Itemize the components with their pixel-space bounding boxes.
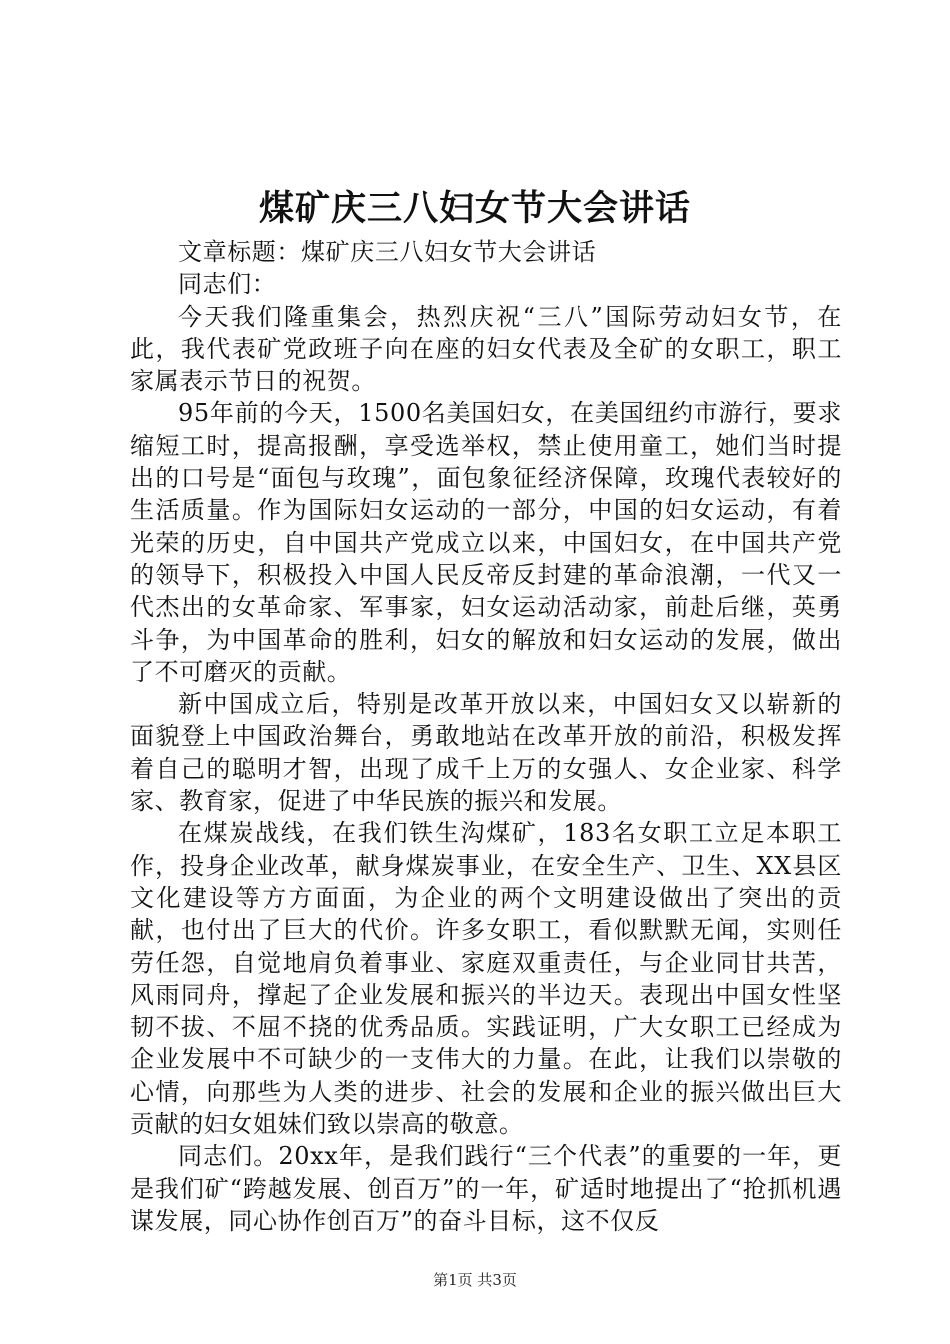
paragraph: 今天我们隆重集会，热烈庆祝“三八”国际劳动妇女节，在此，我代表矿党政班子向在座的妇女代表及全矿的女职工，职工家属表示节日的祝贺。 — [130, 302, 842, 396]
document-body — [130, 236, 842, 1237]
document-title: 煤矿庆三八妇女节大会讲话 — [258, 188, 691, 229]
article-title-line: 文章标题：煤矿庆三八妇女节大会讲话 — [178, 238, 597, 266]
salutation: 同志们： — [178, 270, 277, 299]
paragraph: 新中国成立后，特别是改革开放以来，中国妇女又以崭新的面貌登上中国政治舞台，勇敢地站在改革开放的前沿，积极发挥着自己的聪明才智，出现了成千上万的女强人、女企业家、科学家、教育家，促进了中华民族的振兴和发展。 — [130, 690, 842, 816]
paragraph: 在煤炭战线，在我们铁生沟煤矿，183名女职工立足本职工作，投身企业改革，献身煤炭事业，在安全生产、卫生、XX县区文化建设等方方面面，为企业的两个文明建设做出了突出的贡献，也付出了巨大的代价。许多女职工，看似默默无闻，实则任劳任怨，自觉地肩负着事业、家庭双重责任，与企业同甘共苦，风雨同舟，撑起了企业发展和振兴的半边天。表现出中国女性坚韧不拔、不屈不挠的优秀品质。实践证明，广大女职工已经成为企业发展中不可缺少的一支伟大的力量。在此，让我们以崇敬的心情，向那些为人类的进步、社会的发展和企业的振兴做出巨大贡献的妇女姐妹们致以崇高的敬意。 — [130, 819, 842, 1139]
page-number-footer: 第1页 共3页 — [433, 1271, 517, 1289]
paragraph: 95年前的今天，1500名美国妇女，在美国纽约市游行，要求缩短工时，提高报酬，享受选举权，禁止使用童工，她们当时提出的口号是“面包与玫瑰”，面包象征经济保障，玫瑰代表较好的生活质量。作为国际妇女运动的一部分，中国的妇女运动，有着光荣的历史，自中国共产党成立以来，中国妇女，在中国共产党的领导下，积极投入中国人民反帝反封建的革命浪潮，一代又一代杰出的女革命家、军事家，妇女运动活动家，前赴后继，英勇斗争，为中国革命的胜利，妇女的解放和妇女运动的发展，做出了不可磨灭的贡献。 — [130, 399, 842, 686]
paragraph: 同志们。20xx年，是我们践行“三个代表”的重要的一年，更是我们矿“跨越发展、创百万”的一年，矿适时地提出了“抢抓机遇谋发展，同心协作创百万”的奋斗目标，这不仅反 — [130, 1142, 842, 1235]
